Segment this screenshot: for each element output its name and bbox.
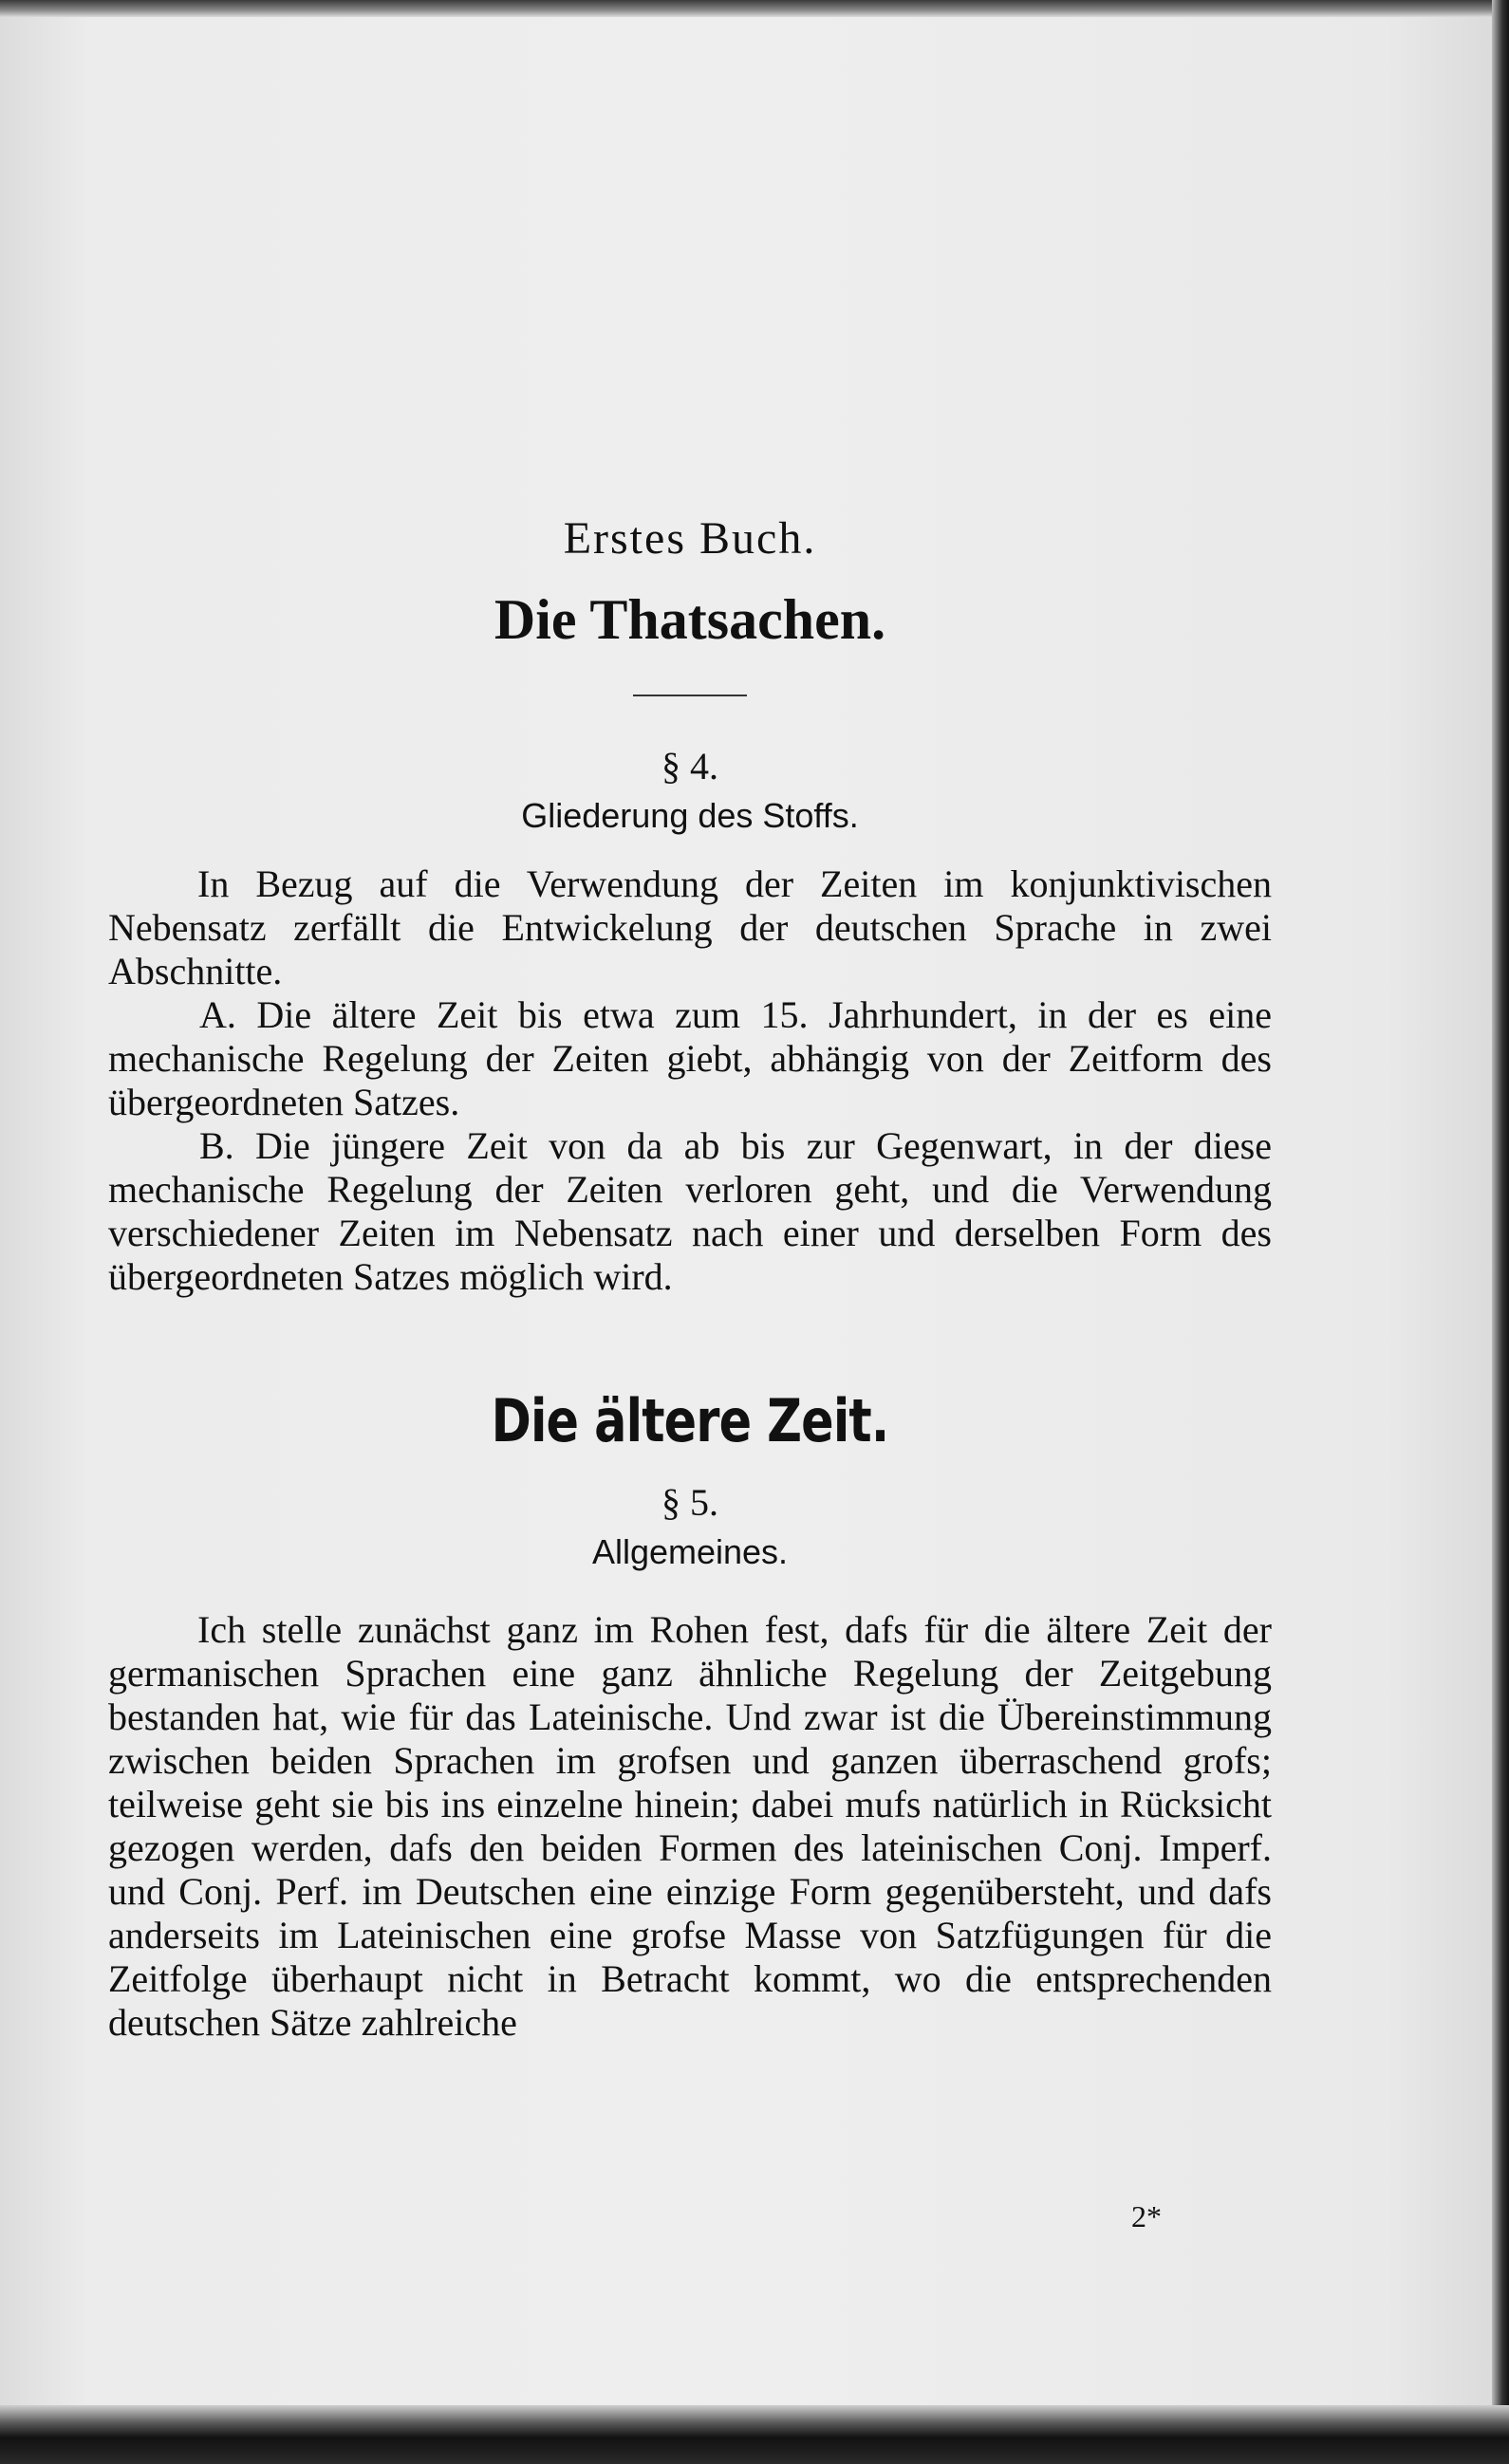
signature-mark: 2* [1131,2199,1162,2233]
section-5-paragraph: Ich stelle zunächst ganz im Rohen fest, dafs für die ältere Zeit der germanischen Sprachen eine ganz ähnliche Regelung der Zeitgebung bestanden hat, wie für das Lateinische. Und zwar ist die Übereinstimmung zwischen beiden Sprachen im grofsen und ganzen überraschend grofs; teilweise geht sie bis ins einzelne hinein; dabei mufs natürlich in Rücksicht gezogen werden, dafs den beiden Formen des lateinischen Conj. Imperf. und Conj. Perf. im Deutschen eine einzige Form gegenübersteht, und dafs anderseits im Lateinischen eine grofse Masse von Satzfügungen für die Zeitfolge überhaupt nicht in Betracht kommt, wo die entsprechenden deutschen Sätze zahlreiche [108,1608,1272,2044]
section-4-item-b: B. Die jüngere Zeit von da ab bis zur Gegenwart, in der diese mechanische Regelung der Zeiten verloren geht, und die Verwendung verschiedener Zeiten im Nebensatz nach einer und derselben Form des übergeordneten Satzes möglich wird. [108,1124,1272,1298]
chapter-heading: Die ältere Zeit. [491,1386,889,1455]
section-title-4: Gliederung des Stoffs. [521,796,859,835]
part-title: Die Thatsachen. [494,588,886,651]
section-4-paragraph: In Bezug auf die Verwendung der Zeiten im konjunktivischen Nebensatz zerfällt die Entwickelung der deutschen Sprache in zwei Abschnitte. [108,862,1272,992]
scan-top-edge [0,0,1509,17]
page-content [108,512,1272,2045]
scan-bottom-edge [0,2405,1509,2464]
scan-right-edge [1492,0,1509,2464]
section-title-5: Allgemeines. [591,1532,789,1571]
section-number-4: § 4. [661,745,718,787]
title-divider [633,695,747,696]
section-4-item-a: A. Die ältere Zeit bis etwa zum 15. Jahrhundert, in der es eine mechanische Regelung der Zeiten giebt, abhängig von der Zeitform des übergeordneten Satzes. [108,993,1272,1123]
section-number-5: § 5. [661,1481,718,1524]
book-title: Erstes Buch. [563,513,817,564]
